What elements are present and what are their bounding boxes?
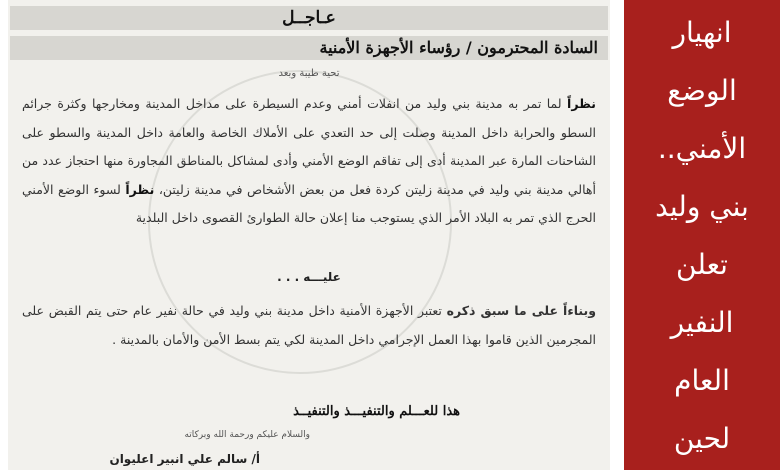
headline-text — [624, 4, 780, 468]
document-photo — [8, 0, 610, 470]
paragraph-1-text: لما تمر به مدينة بني وليد من انفلات أمني وعدم السيطرة على مداخل المدينة ومخارجها وكثرة جرائم السطو والحرابة داخل المدينة وصلت إلى حد التعدي على الأملاك الخاصة والعامة داخل المدينة والسطو على الشاحنات المارة عبر المدينة أدى إلى تفاقم الوضع الأمني وأدى لمشاكل بالمناطق المجاورة منها احتجاز عدد من أهالي مدينة بني وليد في مدينة زليتن كردة فعل من بعض الأشخاص في مدينة زليتن، — [22, 96, 596, 197]
headline-line-1: انهيار — [672, 16, 732, 49]
headline-line-3: الأمني.. — [657, 132, 747, 165]
headline-panel — [624, 0, 780, 470]
headline-line-5: تعلن — [676, 248, 728, 281]
document-paragraph-2 — [22, 297, 596, 354]
headline-line-6: النفير — [670, 306, 734, 339]
document-paragraph-1 — [22, 90, 596, 233]
document-signer: أ/ سالم علي انبير اعليوان — [109, 452, 260, 466]
document-therefore: عليـــه . . . — [277, 270, 341, 284]
paragraph-2-text: تعتبر الأجهزة الأمنية داخل مدينة بني وليد في حالة نفير عام حتى يتم القبض على المجرمين الذين قاموا بهذا العمل الإجرامي داخل المدينة لكي يتم بسط الأمن والأمان بالمدينة . — [22, 303, 596, 347]
headline-line-2: الوضع — [667, 74, 737, 107]
paragraph-1-lead-2: نظراً — [125, 181, 155, 197]
headline-line-8: لحين — [673, 422, 731, 455]
document-regards: والسلام عليكم ورحمة الله وبركاته — [184, 430, 310, 440]
document-closing: هذا للعـــلم والتنفيـــذ والتنفيــذ — [293, 404, 460, 419]
paragraph-2-lead: وبناءاً على ما سبق ذكره — [446, 303, 596, 318]
paragraph-1-end: لسوء الوضع الأمني الحرج الذي تمر به البلاد الأمر الذي يستوجب منا إعلان حالة الطوارئ القصوى داخل البلدية — [22, 181, 596, 225]
document-heading: عـاجــل — [282, 8, 336, 28]
headline-line-7: العام — [674, 364, 730, 397]
headline-line-4: بني وليد — [655, 190, 749, 223]
paragraph-1-lead: نظراً — [567, 96, 596, 111]
document-recipients: السادة المحترمون / رؤساء الأجهزة الأمنية — [319, 38, 598, 57]
document-greeting: تحية طيبة وبعد — [278, 68, 340, 79]
